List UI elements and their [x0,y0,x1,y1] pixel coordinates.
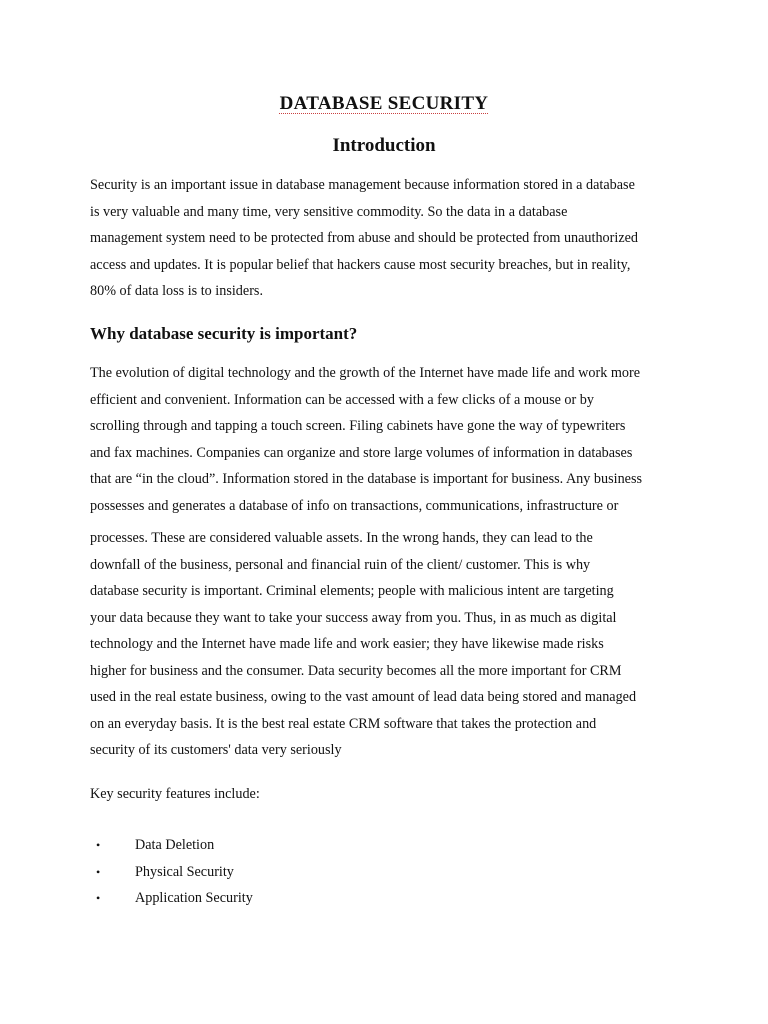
paragraph-line: The evolution of digital technology and the growth of the Internet have made life and work more [90,365,640,381]
why-security-paragraph [90,360,690,764]
paragraph-line: processes. These are considered valuable assets. In the wrong hands, they can lead to the [90,530,593,546]
feature-label: Physical Security [135,863,234,880]
paragraph-line: Security is an important issue in database management because information stored in a database [90,177,635,193]
document-title-text: DATABASE SECURITY [279,93,489,114]
paragraph-line: management system need to be protected from abuse and should be protected from unauthorized [90,230,639,246]
paragraph-line: security of its customers' data very seriously [90,742,342,758]
feature-label: Application Security [135,890,253,906]
introduction-paragraph [90,172,690,305]
paragraph-line: technology and the Internet have made life and work easier; they have likewise made risks [90,636,604,652]
paragraph-line: scrolling through and tapping a touch screen. Filing cabinets have gone the way of typewriters [90,418,626,434]
paragraph-line: possesses and generates a database of info on transactions, communications, infrastructure or [90,497,619,514]
paragraph-line: that are “in the cloud”. Information stored in the database is important for business. Any business [90,471,643,487]
bullet-icon: • [96,891,101,905]
document-title [0,93,768,115]
key-features-intro: Key security features include: [90,786,260,802]
bullet-icon: • [96,864,101,879]
paragraph-line: used in the real estate business, owing to the vast amount of lead data being stored and managed [90,689,637,705]
paragraph-line: is very valuable and many time, very sensitive commodity. So the data in a database [90,203,568,220]
paragraph-line: on an everyday basis. It is the best real estate CRM software that takes the protection and [90,715,597,732]
paragraph-line: higher for business and the consumer. Data security becomes all the more important for CRM [90,662,622,679]
paragraph-line: and fax machines. Companies can organize and store large volumes of information in databases [90,444,633,461]
paragraph-line: downfall of the business, personal and financial ruin of the client/ customer. This is why [90,556,591,573]
why-security-heading: Why database security is important? [90,324,358,343]
paragraph-line: your data because they want to take your success away from you. Thus, in as much as digital [90,609,617,626]
paragraph-line: database security is important. Criminal elements; people with malicious intent are targeting [90,583,614,599]
introduction-heading: Introduction [332,135,436,156]
paragraph-line: access and updates. It is popular belief that hackers cause most security breaches, but in reality, [90,256,631,273]
feature-label: Data Deletion [135,837,215,853]
paragraph-line: efficient and convenient. Information can be accessed with a few clicks of a mouse or by [90,391,594,408]
paragraph-line: 80% of data loss is to insiders. [90,283,263,299]
bullet-icon: • [96,838,101,852]
